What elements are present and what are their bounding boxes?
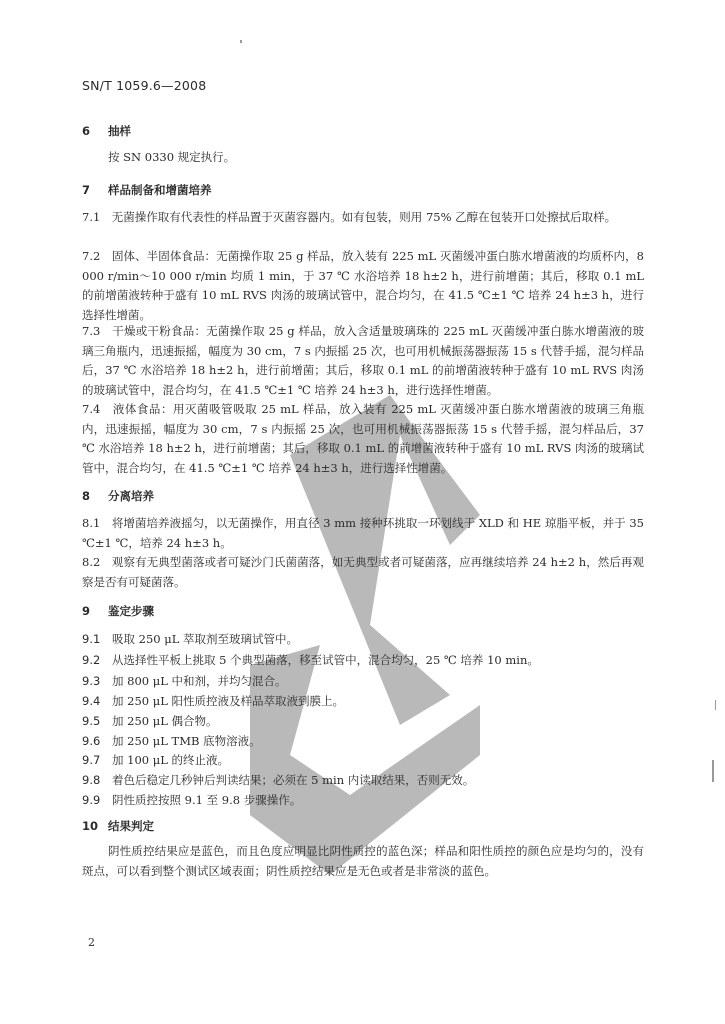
section-title: 结果判定 <box>108 819 155 833</box>
section-title: 抽样 <box>108 124 132 138</box>
section-number: 8 <box>82 489 91 503</box>
section-number: 7 <box>82 183 91 197</box>
step-text: 阴性质控按照 9.1 至 9.8 步骤操作。 <box>112 793 302 807</box>
section-title: 鉴定步骤 <box>108 604 155 618</box>
paragraph-7-4: 7.4 液体食品：用灭菌吸管吸取 25 mL 样品，放入装有 225 mL 灭菌缓冲蛋白胨水增菌液的玻璃三角瓶内，迅速振摇，幅度为 30 cm，7 s 内振摇 25 次，也可用机械振荡器振荡 15 s 代替手摇，混匀样品后，37 ℃ 水浴培养 18 h±2 h，进行前增菌；其后，移取 0.1 mL 的前增菌液转种于盛有 10 mL RVS 肉汤的玻璃试管中，混合均匀，在 41.5 ℃±1 ℃ 培养 24 h±3 h，进行选择性增菌。 <box>82 402 644 475</box>
paragraph-7-3: 7.3 干燥或干粉食品：无菌操作取 25 g 样品，放入含适量玻璃珠的 225 mL 灭菌缓冲蛋白胨水增菌液的玻璃三角瓶内，迅速振摇，幅度为 30 cm，7 s 内振摇 25 次，也可用机械振荡器振荡 15 s 代替手摇，混匀样品后，37 ℃ 水浴培养 18 h±2 h，进行前增菌；其后，移取 0.1 mL 的前增菌液转种于盛有 10 mL RVS 肉汤的玻璃试管中，混合均匀，在 41.5 ℃±1 ℃ 培养 24 h±3 h，进行选择性增菌。 <box>82 324 644 397</box>
step-text: 加 100 μL 的终止液。 <box>112 753 230 767</box>
paragraph-6: 按 SN 0330 规定执行。 <box>108 150 236 164</box>
step-text: 加 250 μL 阳性质控液及样品萃取液到膜上。 <box>112 694 345 708</box>
step-9-8 <box>82 772 474 788</box>
section-title: 分离培养 <box>108 489 155 503</box>
paragraph-10: 阴性质控结果应是蓝色，而且色度应明显比阴性质控的蓝色深；样品和阳性质控的颜色应是均匀的，没有斑点，可以看到整个测试区域表面；阴性质控结果应是无色或者是非常淡的蓝色。 <box>82 844 644 878</box>
step-9-9 <box>82 792 301 808</box>
paragraph-8-2: 8.2 观察有无典型菌落或者可疑沙门氏菌菌落，如无典型或者可疑菌落，应再继续培养 24 h±2 h，然后再观察是否有可疑菌落。 <box>82 555 644 589</box>
scan-speck <box>712 760 714 782</box>
step-9-4 <box>82 693 344 709</box>
section-heading-6 <box>82 123 131 139</box>
scan-speck <box>240 40 242 43</box>
paragraph-7-2: 7.2 固体、半固体食品：无菌操作取 25 g 样品，放入装有 225 mL 灭菌缓冲蛋白胨水增菌液的均质杯内，8 000 r/min～10 000 r/min 均质 1 min，于 37 ℃ 水浴培养 18 h±2 h，进行前增菌；其后，移取 0.1 mL 的前增菌液转种于盛有 10 mL RVS 肉汤的玻璃试管中，混合均匀，在 41.5 ℃±1 ℃ 培养 24 h±3 h，进行选择性增菌。 <box>82 249 644 322</box>
step-text: 从选择性平板上挑取 5 个典型菌落，移至试管中，混合均匀，25 ℃ 培养 10 min。 <box>112 653 539 667</box>
step-9-2 <box>82 652 539 668</box>
step-9-6 <box>82 733 261 749</box>
step-number: 9.8 <box>82 773 101 787</box>
standard-code: SN/T 1059.6—2008 <box>82 78 207 93</box>
step-text: 着色后稳定几秒钟后判读结果；必须在 5 min 内读取结果，否则无效。 <box>112 773 475 787</box>
step-9-3 <box>82 673 287 689</box>
paragraph-7-1: 7.1 无菌操作取有代表性的样品置于灭菌容器内。如有包装，则用 75% 乙醇在包装开口处擦拭后取样。 <box>82 210 617 224</box>
section-heading-9 <box>82 603 154 619</box>
step-number: 9.1 <box>82 632 101 646</box>
section-number: 6 <box>82 124 91 138</box>
step-text: 加 800 μL 中和剂，并均匀混合。 <box>112 674 287 688</box>
scan-speck <box>715 700 716 710</box>
step-number: 9.2 <box>82 653 101 667</box>
step-9-1 <box>82 631 298 647</box>
step-text: 加 250 μL 偶合物。 <box>112 714 218 728</box>
paragraph-8-1: 8.1 将增菌培养液摇匀，以无菌操作，用直径 3 mm 接种环挑取一环划线于 XLD 和 HE 琼脂平板，并于 35 ℃±1 ℃，培养 24 h±3 h。 <box>82 516 644 550</box>
step-number: 9.3 <box>82 674 101 688</box>
section-heading-8 <box>82 488 154 504</box>
step-number: 9.5 <box>82 714 101 728</box>
step-number: 9.7 <box>82 753 101 767</box>
page-number: 2 <box>88 936 95 949</box>
section-heading-7 <box>82 182 212 198</box>
section-heading-10 <box>82 818 154 834</box>
step-9-5 <box>82 713 218 729</box>
step-text: 加 250 μL TMB 底物溶液。 <box>112 734 261 748</box>
step-number: 9.6 <box>82 734 101 748</box>
step-9-7 <box>82 752 229 768</box>
section-number: 10 <box>82 819 99 833</box>
step-number: 9.9 <box>82 793 101 807</box>
section-number: 9 <box>82 604 91 618</box>
step-text: 吸取 250 μL 萃取剂至玻璃试管中。 <box>112 632 299 646</box>
section-title: 样品制备和增菌培养 <box>108 183 212 197</box>
step-number: 9.4 <box>82 694 101 708</box>
